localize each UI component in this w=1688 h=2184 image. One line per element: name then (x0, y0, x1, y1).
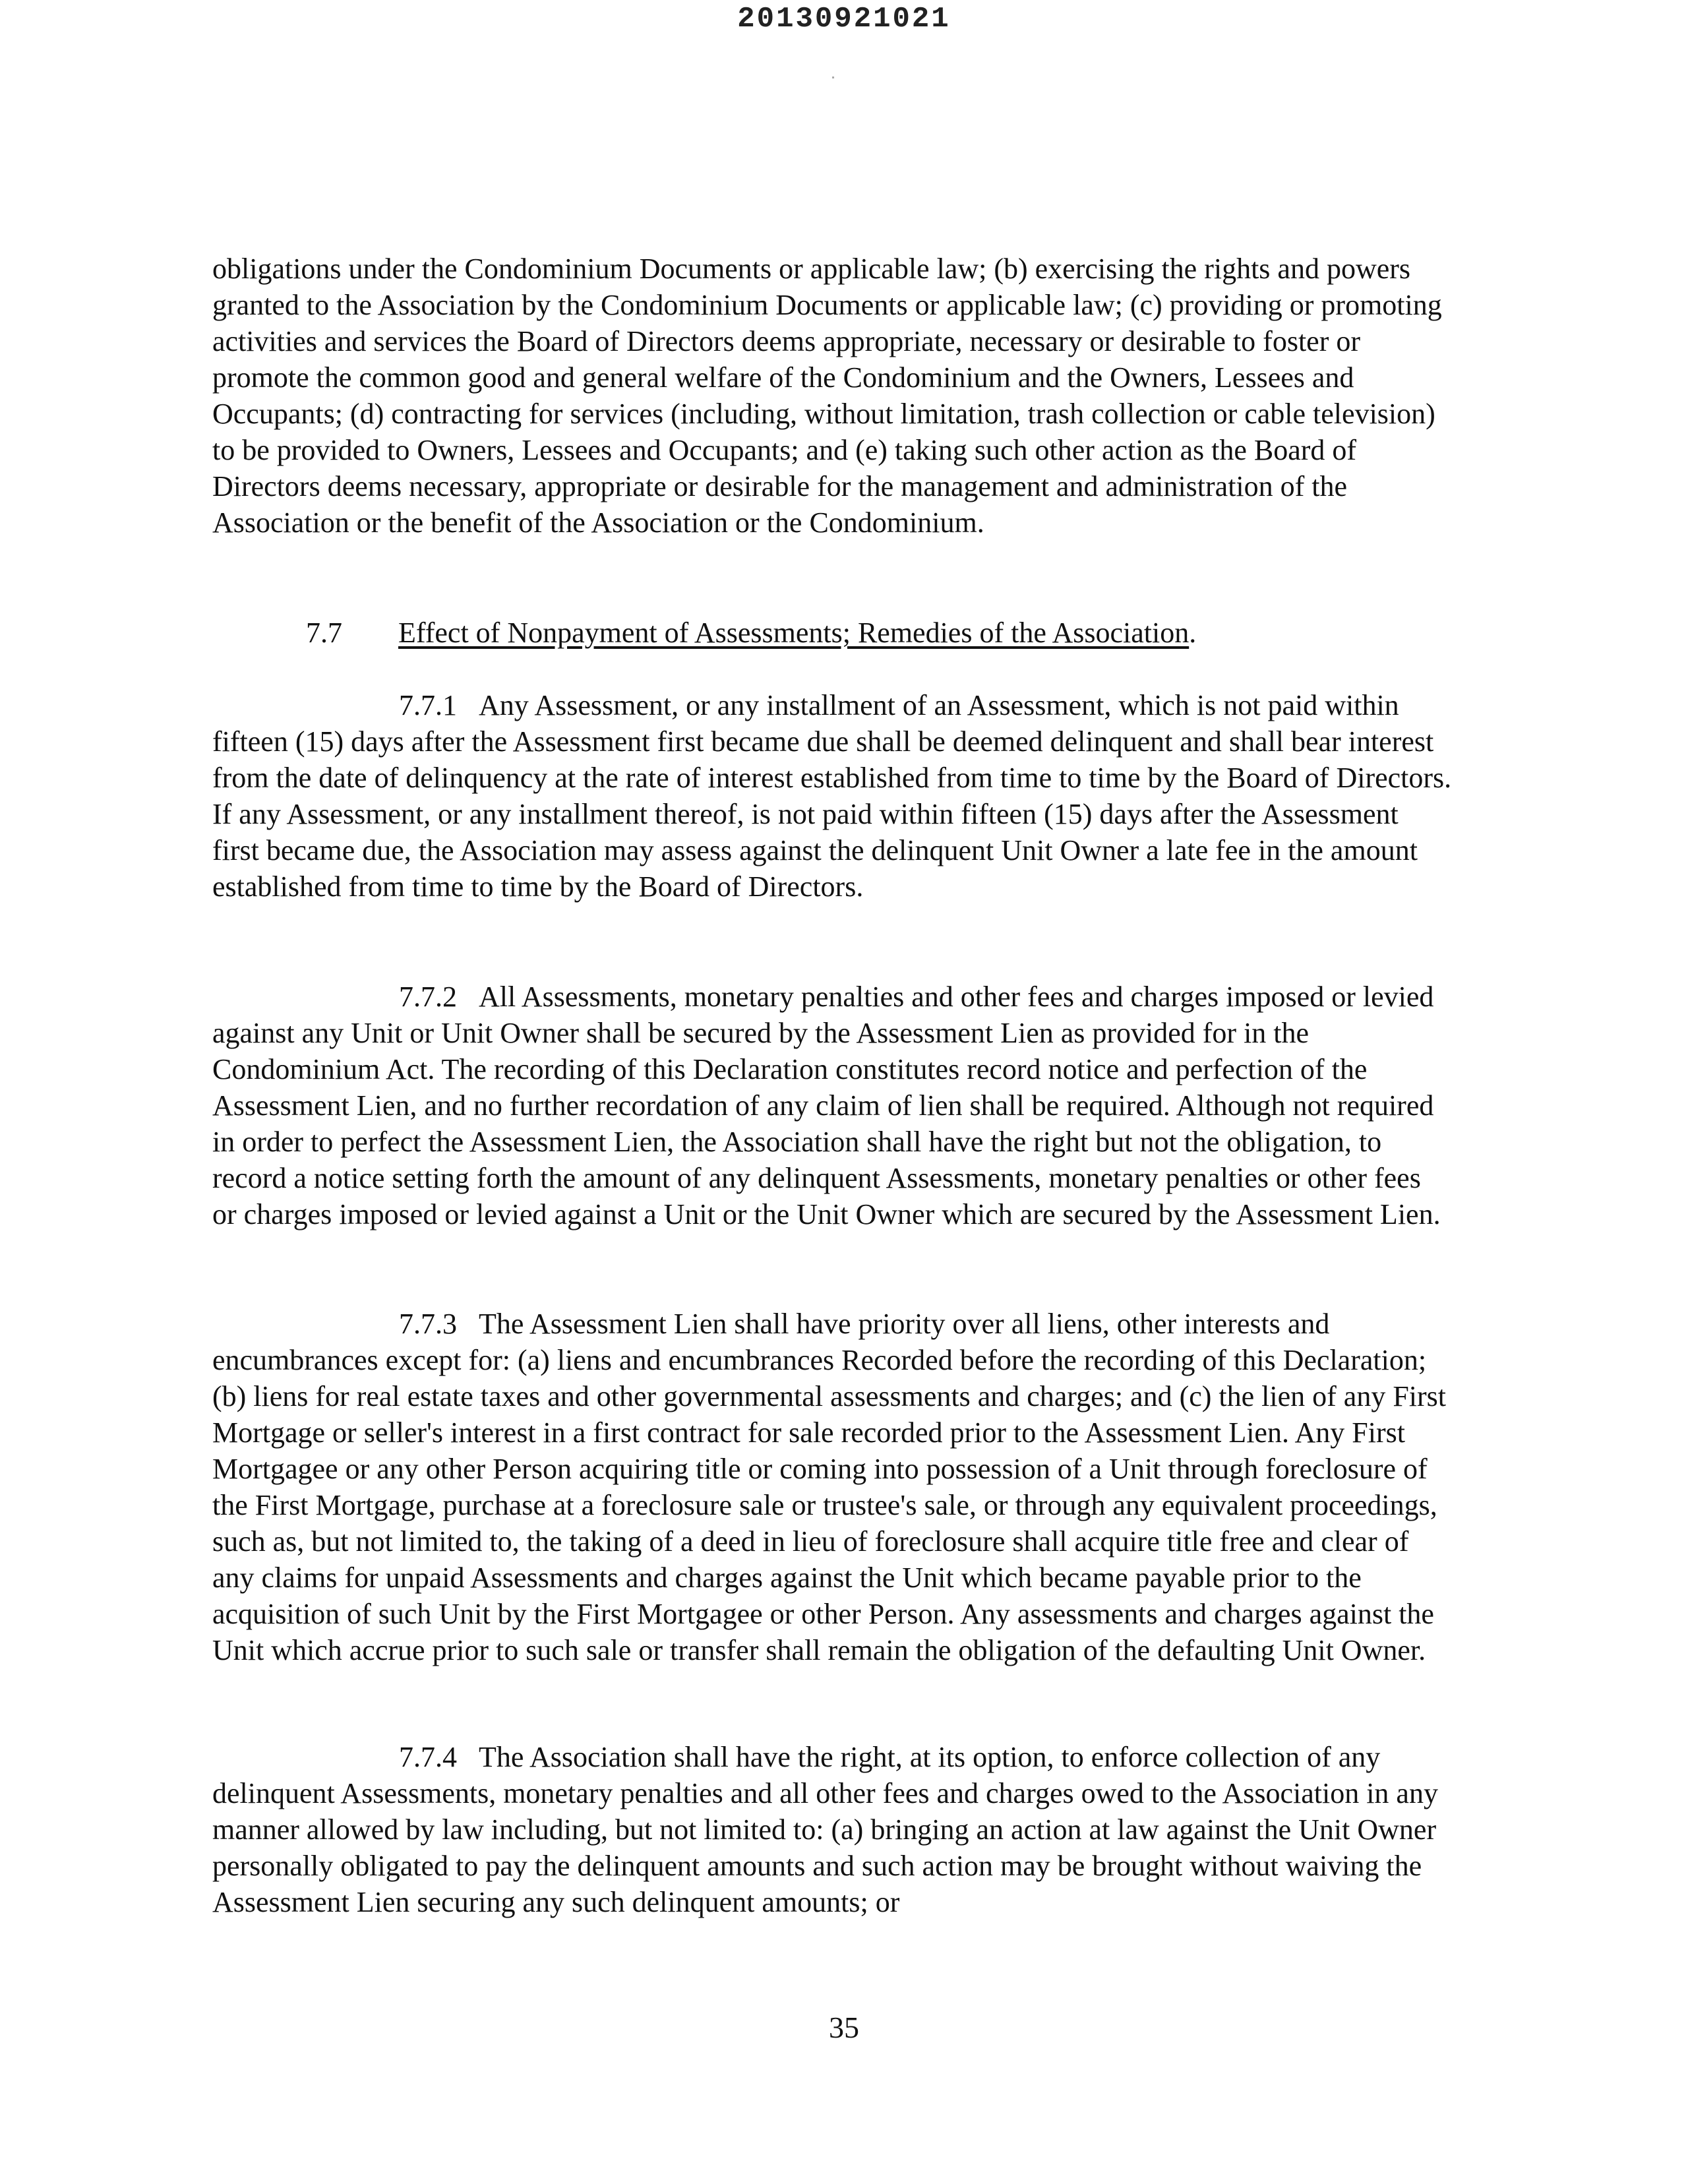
section-heading (212, 615, 1452, 651)
subsection-text: All Assessments, monetary penalties and other fees and charges imposed or levied against any Unit or Unit Owner shall be secured by the Assessment Lien as provided for in the Condominium Act. The recording of this Declaration constitutes record notice and perfection of the Assessment Lien, and no further recordation of any claim of lien shall be required. Although not required in order to perfect the Assessment Lien, the Association shall have the right but not the obligation, to record a notice setting forth the amount of any delinquent Assessments, monetary penalties or other fees or charges imposed or levied against a Unit or the Unit Owner which are secured by the Assessment Lien. (212, 981, 1441, 1230)
subsection-number: 7.7.2 (399, 981, 457, 1013)
subsection-7-7-1 (212, 687, 1452, 905)
section-title-period: . (1189, 617, 1197, 649)
subsection-text: Any Assessment, or any installment of an Assessment, which is not paid within fifteen (15) days after the Assessment first became due shall be deemed delinquent and shall bear interest from the date of delinquency at the rate of interest established from time to time by the Board of Directors. If any Assessment, or any installment thereof, is not paid within fifteen (15) days after the Assessment first became due, the Association may assess against the delinquent Unit Owner a late fee in the amount established from time to time by the Board of Directors. (212, 689, 1452, 903)
subsection-number: 7.7.1 (399, 689, 457, 721)
subsection-text: The Assessment Lien shall have priority over all liens, other interests and encumbrances except for: (a) liens and encumbrances Recorded before the recording of this Declaration; (b) liens for real estate taxes and other governmental assessments and charges; and (c) the lien of any First Mortgage or seller's interest in a first contract for sale recorded prior to the Assessment Lien. Any First Mortgagee or any other Person acquiring title or coming into possession of a Unit through foreclosure of the First Mortgage, purchase at a foreclosure sale or trustee's sale, or through any equivalent proceedings, such as, but not limited to, the taking of a deed in lieu of foreclosure shall acquire title free and clear of any claims for unpaid Assessments and charges against the Unit which became payable prior to the acquisition of such Unit by the First Mortgagee or other Person. Any assessments and charges against the Unit which accrue prior to such sale or transfer shall remain the obligation of the defaulting Unit Owner. (212, 1308, 1447, 1666)
paragraph-text: obligations under the Condominium Documents or applicable law; (b) exercising the rights and powers granted to the Association by the Condominium Documents or applicable law; (c) providing or promoting activities and services the Board of Directors deems appropriate, necessary or desirable to foster or promote the common good and general welfare of the Condominium and the Owners, Lessees and Occupants; (d) contracting for services (including, without limitation, trash collection or cable television) to be provided to Owners, Lessees and Occupants; and (e) taking such other action as the Board of Directors deems necessary, appropriate or desirable for the management and administration of the Association or the benefit of the Association or the Condominium. (212, 253, 1442, 539)
subsection-7-7-2 (212, 979, 1452, 1232)
recording-number: 20130921021 (737, 3, 951, 36)
paragraph-continuation (212, 251, 1452, 541)
subsection-number: 7.7.3 (399, 1308, 457, 1340)
subsection-number: 7.7.4 (399, 1741, 457, 1773)
section-title: Effect of Nonpayment of Assessments; Remedies of the Association (398, 617, 1190, 649)
page-number: 35 (829, 2011, 859, 2044)
subsection-7-7-4 (212, 1739, 1452, 1920)
subsection-7-7-3 (212, 1306, 1452, 1668)
subsection-text: The Association shall have the right, at its option, to enforce collection of any delinquent Assessments, monetary penalties and all other fees and charges owed to the Association in any manner allowed by law including, but not limited to: (a) bringing an action at law against the Unit Owner personally obligated to pay the delinquent amounts and such action may be brought without waiving the Assessment Lien securing any such delinquent amounts; or (212, 1741, 1438, 1918)
section-number: 7.7 (306, 617, 342, 649)
scan-speck (832, 76, 834, 78)
